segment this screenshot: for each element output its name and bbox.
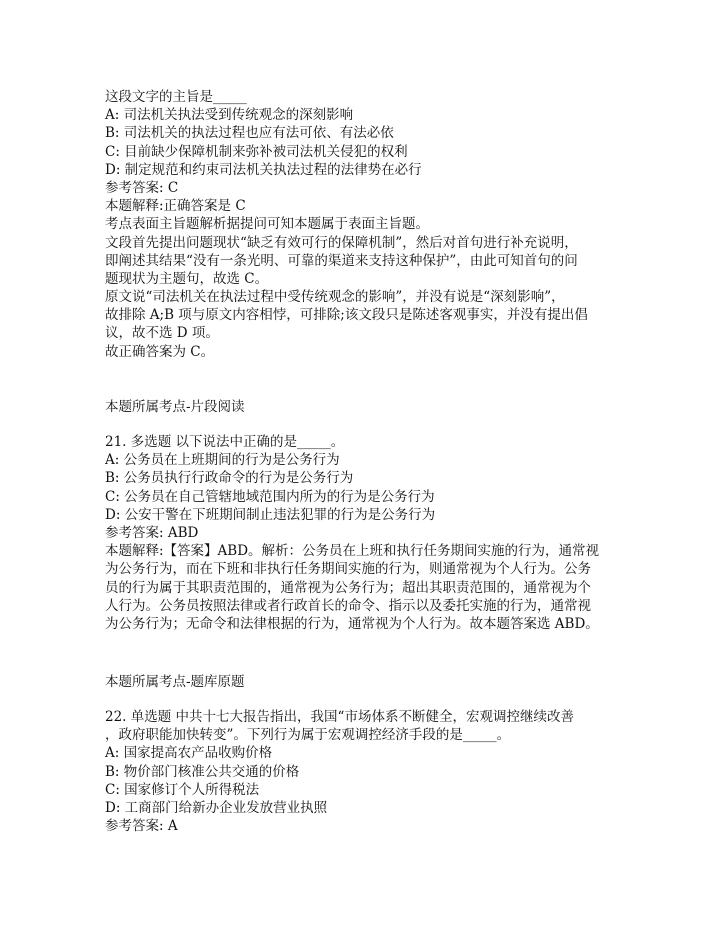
explanation-line: 文段首先提出问题现状“缺乏有效可行的保障机制”，然后对首句进行补充说明， — [105, 234, 578, 251]
option-a: A: 公务员在上班期间的行为是公务行为 — [105, 452, 340, 469]
option-c: C: 公务员在自己管辖地域范围内所为的行为是公务行为 — [105, 488, 435, 505]
question-stem: ，政府职能加快转变”。下列行为属于宏观调控经济手段的是_____。 — [105, 727, 511, 744]
reference-answer: 参考答案: A — [105, 818, 178, 835]
question-stem: 22. 单选题 中共十七大报告指出，我国“市场体系不断健全，宏观调控继续改善 — [105, 709, 574, 725]
section-label: 本题所属考点-片段阅读 — [105, 399, 245, 415]
section-label: 本题所属考点-题库原题 — [105, 674, 245, 690]
reference-answer: 参考答案: C — [105, 179, 179, 196]
explanation-line: 即阐述其结果“没有一条光明、可靠的渠道来支持这种保护”，由此可知首句的问 — [105, 252, 578, 269]
explanation-line: 议，故不选 D 项。 — [105, 325, 219, 342]
explanation-line: 为公务行为，而在下班和非执行任务期间实施的行为，则通常视为个人行为。公务 — [105, 561, 591, 578]
explanation-line: 原文说“司法机关在执法过程中受传统观念的影响”，并没有说是“深刻影响”， — [105, 289, 565, 306]
option-a: A: 国家提高农产品收购价格 — [105, 745, 273, 762]
option-c: C: 目前缺少保障机制来弥补被司法机关侵犯的权利 — [105, 143, 408, 160]
option-b: B: 物价部门核准公共交通的价格 — [105, 763, 300, 780]
option-c: C: 国家修订个人所得税法 — [105, 781, 260, 798]
explanation-line: 考点表面主旨题解析据提问可知本题属于表面主旨题。 — [105, 216, 429, 233]
option-a: A: 司法机关执法受到传统观念的深刻影响 — [105, 107, 354, 124]
explanation-title: 本题解释:正确答案是 C — [105, 198, 246, 215]
explanation-line: 故正确答案为 C。 — [105, 343, 215, 360]
explanation-line: 员的行为属于其职责范围的，通常视为公务行为；超出其职责范围的，通常视为个 — [105, 579, 591, 596]
option-b: B: 公务员执行行政命令的行为是公务行为 — [105, 470, 354, 487]
question-20 — [105, 88, 625, 361]
option-d: D: 工商部门给新办企业发放营业执照 — [105, 799, 328, 816]
question-stem: 21. 多选题 以下说法中正确的是_____。 — [105, 434, 345, 450]
question-22 — [105, 708, 625, 835]
option-d: D: 制定规范和约束司法机关执法过程的法律势在必行 — [105, 161, 422, 178]
reference-answer: 参考答案: ABD — [105, 524, 199, 541]
question-21 — [105, 433, 625, 633]
explanation-line: 为公务行为；无命令和法律根据的行为，通常视为个人行为。故本题答案选 ABD。 — [105, 615, 599, 632]
explanation-line: 题现状为主题句，故选 C。 — [105, 270, 269, 287]
option-b: B: 司法机关的执法过程也应有法可依、有法必依 — [105, 125, 394, 142]
question-stem: 这段文字的主旨是_____ — [105, 89, 247, 105]
explanation-line: 人行为。公务员按照法律或者行政首长的命令、指示以及委托实施的行为，通常视 — [105, 597, 591, 614]
explanation-line: 故排除 A;B 项与原文内容相悖，可排除;该文段只是陈述客观事实，并没有提出倡 — [105, 307, 588, 324]
explanation-line: 本题解释:【答案】ABD。解析：公务员在上班和执行任务期间实施的行为，通常视 — [105, 543, 600, 560]
option-d: D: 公安干警在下班期间制止违法犯罪的行为是公务行为 — [105, 506, 436, 523]
